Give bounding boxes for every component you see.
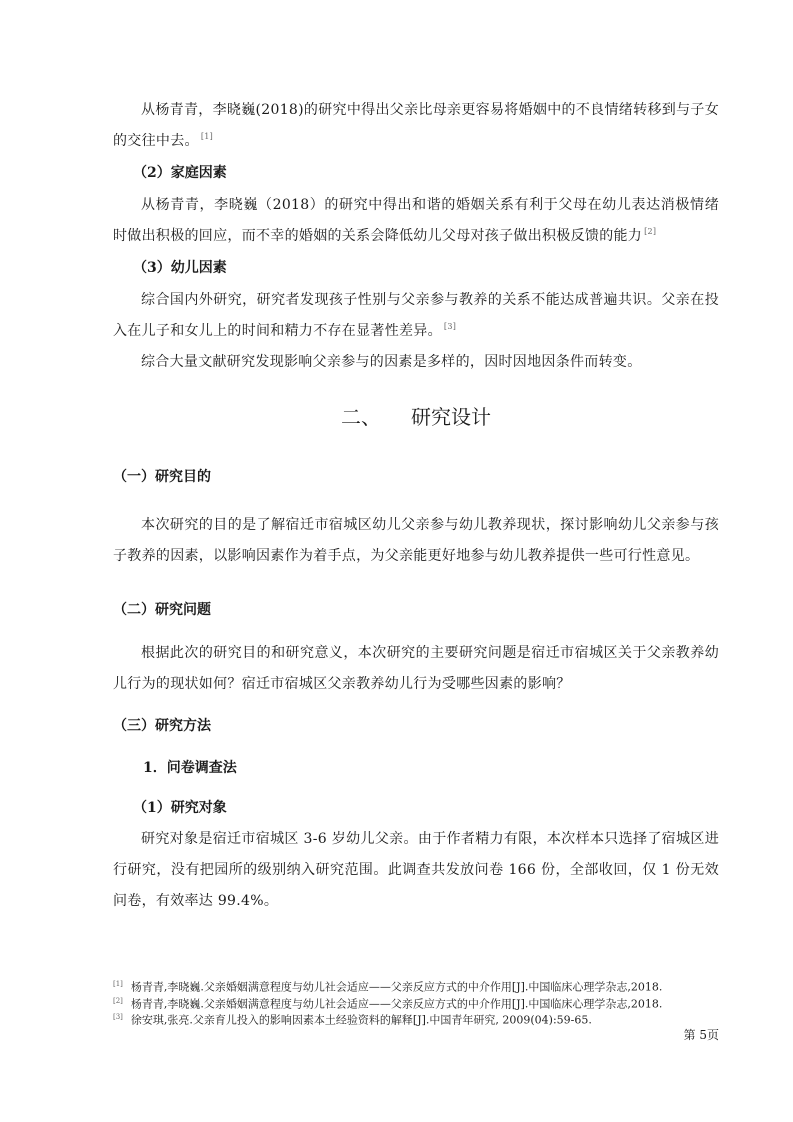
section-heading-method: （三）研究方法 [113, 718, 211, 734]
section-heading-purpose: （一）研究目的 [113, 469, 211, 485]
paragraph-text: 综合国内外研究，研究者发现孩子性别与父亲参与教养的关系不能达成普遍共识。父亲在投入在儿子和女儿上的时间和精力不存在显著性差异。 [113, 292, 719, 339]
footnote-marker: [3] [113, 1013, 123, 1021]
footnote-text: 徐安琪,张亮.父亲育儿投入的影响因素本土经验资料的解释[J].中国青年研究, 2009(04):59-65. [130, 1013, 592, 1027]
paragraph-text: 本次研究的目的是了解宿迁市宿城区幼儿父亲参与幼儿教养现状，探讨影响幼儿父亲参与孩子教养的因素，以影响因素作为着手点，为父亲能更好地参与幼儿教养提供一些可行性意见。 [113, 517, 719, 564]
paragraph-research-question [113, 638, 719, 700]
subheading-child-factors: （3）幼儿因素 [133, 260, 227, 276]
paragraph-child-gender [113, 285, 719, 347]
subheading-family-factors: （2）家庭因素 [133, 165, 227, 181]
paragraph-summary [113, 347, 719, 378]
chapter-number: 二、 [341, 405, 381, 429]
footnote-text: 杨青青,李晓巍.父亲婚姻满意程度与幼儿社会适应——父亲反应方式的中介作用[J].中国临床心理学杂志,2018. [130, 980, 663, 994]
paragraph-marriage-harmony [113, 190, 719, 252]
citation-marker: [1] [200, 132, 214, 142]
citation-marker: [3] [443, 322, 457, 332]
paragraph-research-purpose [113, 510, 719, 572]
footnote-text: 杨青青,李晓巍.父亲婚姻满意程度与幼儿社会适应——父亲反应方式的中介作用[J].中国临床心理学杂志,2018. [130, 997, 663, 1011]
section-heading-question: （二）研究问题 [113, 602, 211, 618]
method-heading-questionnaire: 1．问卷调查法 [143, 760, 237, 776]
chapter-heading [113, 402, 719, 432]
paragraph-text: 根据此次的研究目的和研究意义，本次研究的主要研究问题是宿迁市宿城区关于父亲教养幼儿行为的现状如何？宿迁市宿城区父亲教养幼儿行为受哪些因素的影响？ [113, 645, 719, 692]
paragraph-text: 从杨青青，李晓巍(2018)的研究中得出父亲比母亲更容易将婚姻中的不良情绪转移到与子女的交往中去。 [113, 102, 719, 149]
paragraph-text: 研究对象是宿迁市宿城区 3-6 岁幼儿父亲。由于作者精力有限，本次样本只选择了宿城区进行研究，没有把园所的级别纳入研究范围。此调查共发放问卷 166 份，全部收回，仅 1 份无效问卷，有效率达 99.4%。 [113, 831, 719, 909]
citation-marker: [2] [644, 227, 657, 237]
page-number: 第 5页 [683, 1028, 719, 1042]
subheading-research-object: （1）研究对象 [133, 800, 227, 816]
paragraph-text: 从杨青青，李晓巍（2018）的研究中得出和谐的婚姻关系有利于父母在幼儿表达消极情绪时做出积极的回应，而不幸的婚姻的关系会降低幼儿父母对孩子做出积极反馈的能力 [113, 197, 719, 244]
paragraph-text: 综合大量文献研究发现影响父亲参与的因素是多样的，因时因地因条件而转变。 [141, 354, 642, 370]
paragraph-father-emotion-transfer [113, 95, 719, 157]
paragraph-research-object [113, 824, 719, 917]
footnote-marker: [1] [113, 980, 123, 988]
chapter-title: 研究设计 [411, 405, 491, 429]
footnote-marker: [2] [113, 997, 123, 1005]
